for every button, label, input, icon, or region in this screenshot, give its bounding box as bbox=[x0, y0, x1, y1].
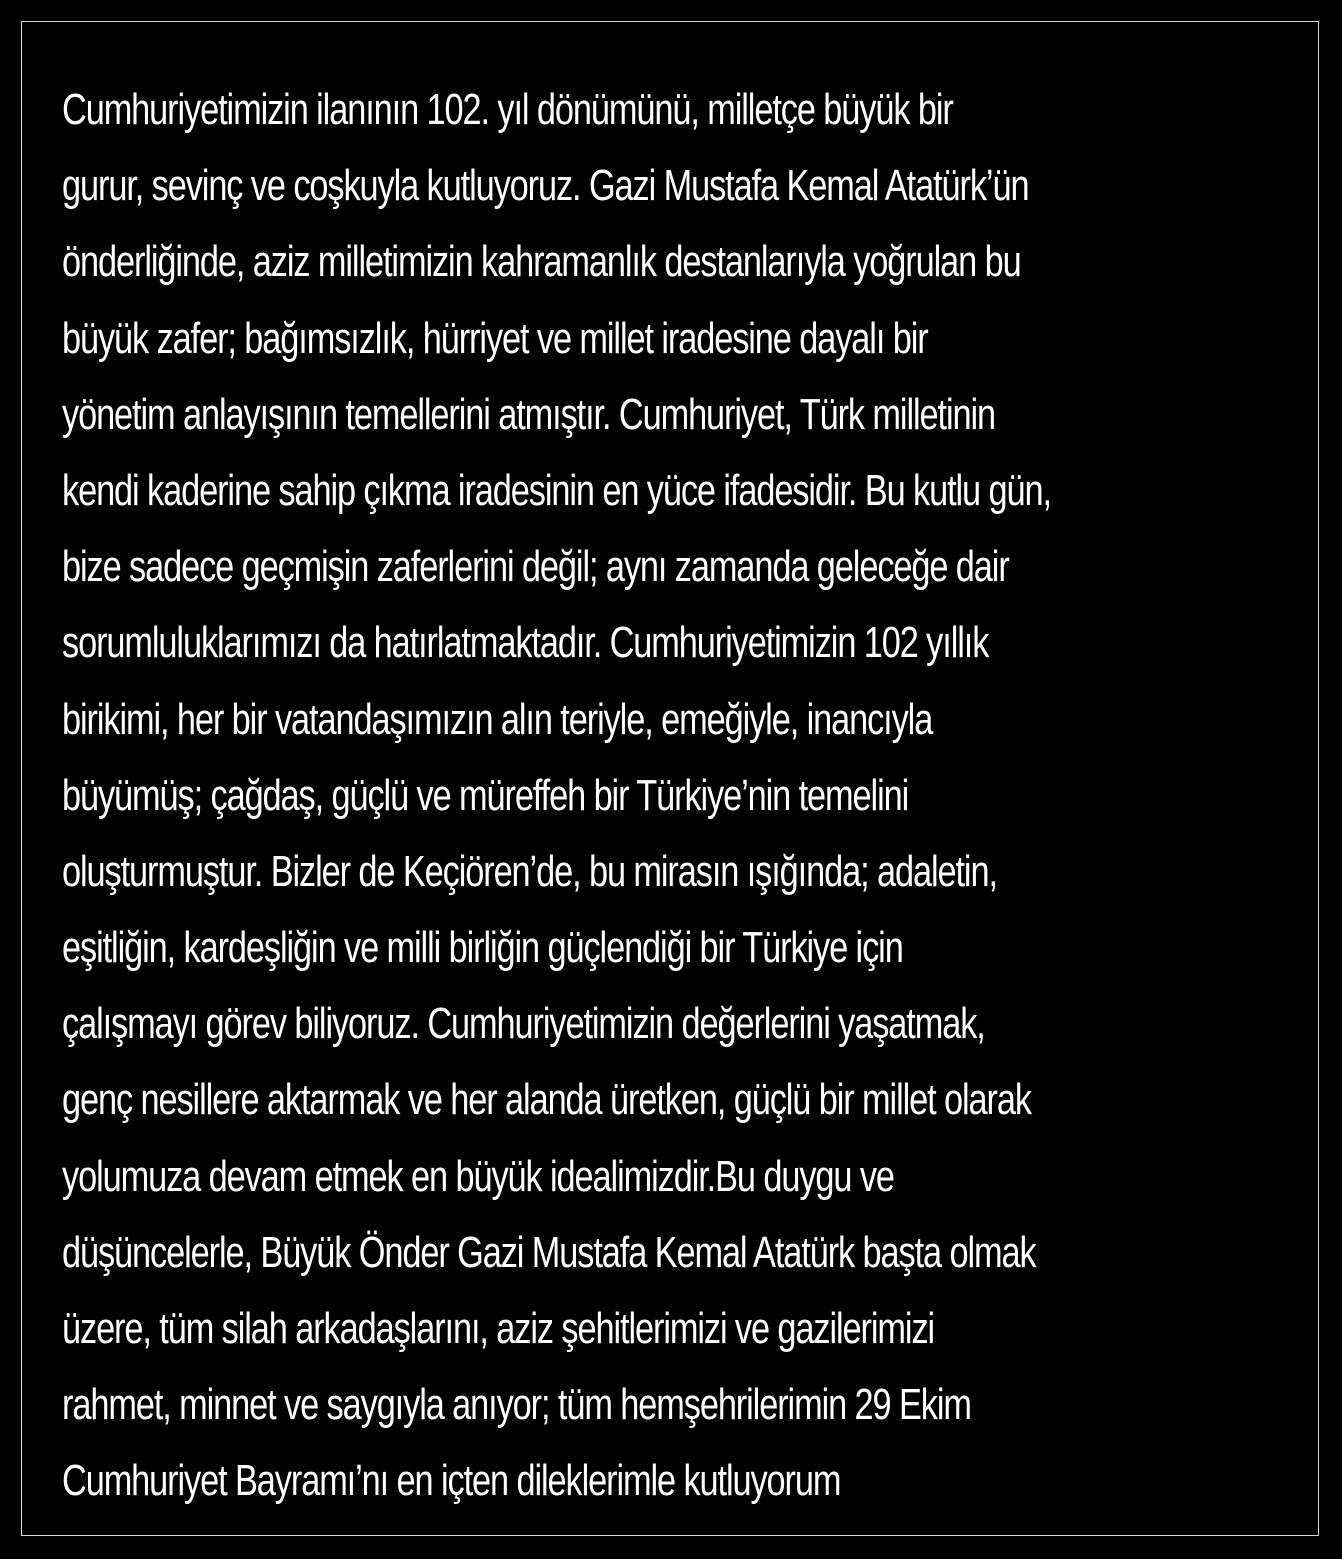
message-line: bize sadece geçmişin zaferlerini değil; aynı zamanda geleceğe dair bbox=[62, 542, 1009, 592]
message-line: oluşturmuştur. Bizler de Keçiören’de, bu mirasın ışığında; adaletin, bbox=[62, 846, 997, 896]
message-line: önderliğinde, aziz milletimizin kahramanlık destanlarıyla yoğrulan bu bbox=[62, 237, 1021, 287]
message-line: kendi kaderine sahip çıkma iradesinin en yüce ifadesidir. Bu kutlu gün, bbox=[62, 465, 1051, 515]
message-line: düşüncelerle, Büyük Önder Gazi Mustafa Kemal Atatürk başta olmak bbox=[62, 1227, 1036, 1277]
message-line: rahmet, minnet ve saygıyla anıyor; tüm hemşehrilerimin 29 Ekim bbox=[62, 1380, 971, 1430]
message-line: çalışmayı görev biliyoruz. Cumhuriyetimizin değerlerini yaşatmak, bbox=[62, 999, 985, 1049]
message-line: gurur, sevinç ve coşkuyla kutluyoruz. Gazi Mustafa Kemal Atatürk’ün bbox=[62, 161, 1029, 211]
message-line: Cumhuriyetimizin ilanının 102. yıl dönümünü, milletçe büyük bir bbox=[62, 85, 953, 134]
message-line: eşitliğin, kardeşliğin ve milli birliğin güçlendiği bir Türkiye için bbox=[62, 923, 903, 973]
message-line: Cumhuriyet Bayramı’nı en içten dileklerimle kutluyorum bbox=[62, 1456, 841, 1506]
message-line: büyümüş; çağdaş, güçlü ve müreffeh bir Türkiye’nin temelini bbox=[62, 770, 909, 820]
message-line: yönetim anlayışının temellerini atmıştır. Cumhuriyet, Türk milletinin bbox=[62, 389, 996, 439]
message-line: büyük zafer; bağımsızlık, hürriyet ve millet iradesine dayalı bir bbox=[62, 313, 928, 363]
celebration-message bbox=[62, 72, 1051, 1520]
message-line: genç nesillere aktarmak ve her alanda üretken, güçlü bir millet olarak bbox=[62, 1075, 1031, 1125]
message-line: sorumluluklarımızı da hatırlatmaktadır. Cumhuriyetimizin 102 yıllık bbox=[62, 618, 989, 668]
message-line: yolumuza devam etmek en büyük idealimizdir.Bu duygu ve bbox=[62, 1151, 894, 1201]
message-line: üzere, tüm silah arkadaşlarını, aziz şehitlerimizi ve gazilerimizi bbox=[62, 1304, 935, 1353]
message-line: birikimi, her bir vatandaşımızın alın teriyle, emeğiyle, inancıyla bbox=[62, 694, 933, 744]
